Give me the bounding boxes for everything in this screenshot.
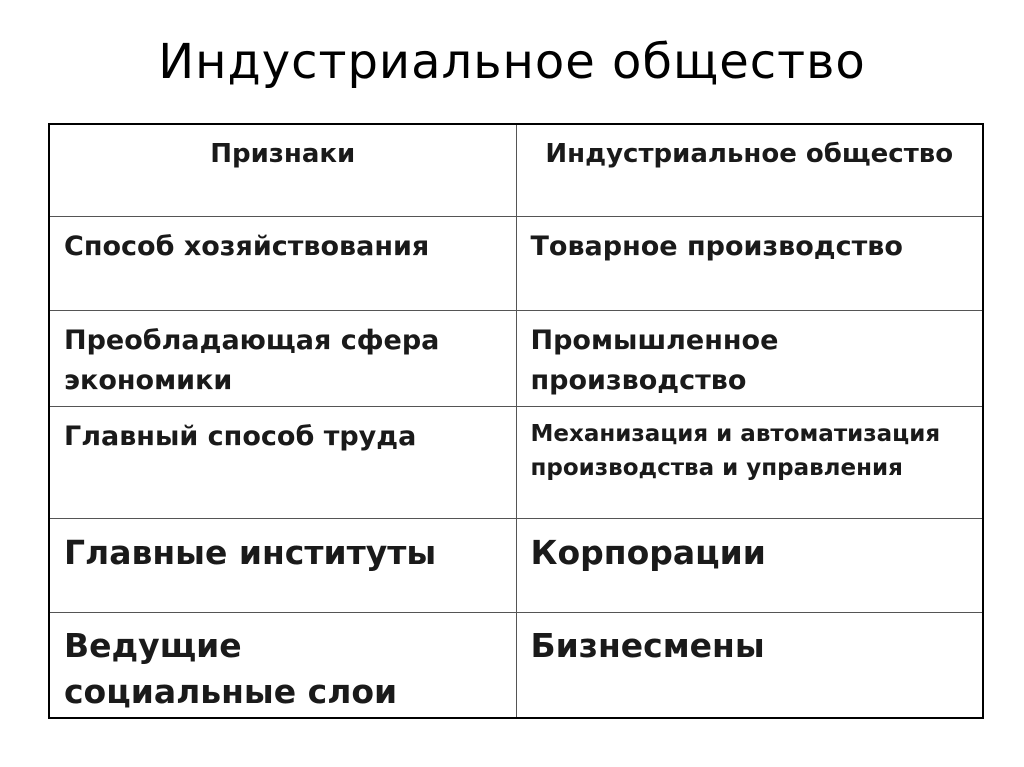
value-commodity-production: Товарное производство [530, 230, 903, 262]
slide-title: Индустриальное общество [158, 34, 866, 90]
table-row [49, 406, 983, 518]
value-industrial-production: Промышленное производство [530, 324, 779, 396]
header-features-label: Признаки [210, 139, 356, 169]
feature-cell [49, 216, 516, 310]
feature-cell [49, 310, 516, 406]
feature-cell [49, 518, 516, 612]
feature-cell [49, 406, 516, 518]
feature-main-institutions: Главные институты [64, 532, 437, 572]
value-businessmen: Бизнесмены [530, 625, 765, 665]
value-cell [516, 406, 983, 518]
table-header-row [49, 124, 983, 216]
comparison-table [48, 123, 984, 719]
value-cell [516, 310, 983, 406]
table-row [49, 216, 983, 310]
value-corporations: Корпорации [530, 532, 766, 572]
table-row [49, 518, 983, 612]
feature-main-labor-method: Главный способ труда [64, 420, 417, 452]
value-cell [516, 216, 983, 310]
feature-leading-social-strata: Ведущие социальные слои [64, 625, 398, 711]
value-cell [516, 518, 983, 612]
feature-cell [49, 612, 516, 718]
header-industrial-society-label: Индустриальное общество [545, 139, 954, 169]
feature-dominant-sector: Преобладающая сфера экономики [64, 324, 440, 396]
table-row [49, 310, 983, 406]
feature-economy-method: Способ хозяйствования [64, 230, 430, 262]
value-cell [516, 612, 983, 718]
table-row [49, 612, 983, 718]
header-features [49, 124, 516, 216]
header-industrial-society [516, 124, 983, 216]
value-mechanization: Механизация и автоматизация производства и управления [530, 420, 941, 481]
